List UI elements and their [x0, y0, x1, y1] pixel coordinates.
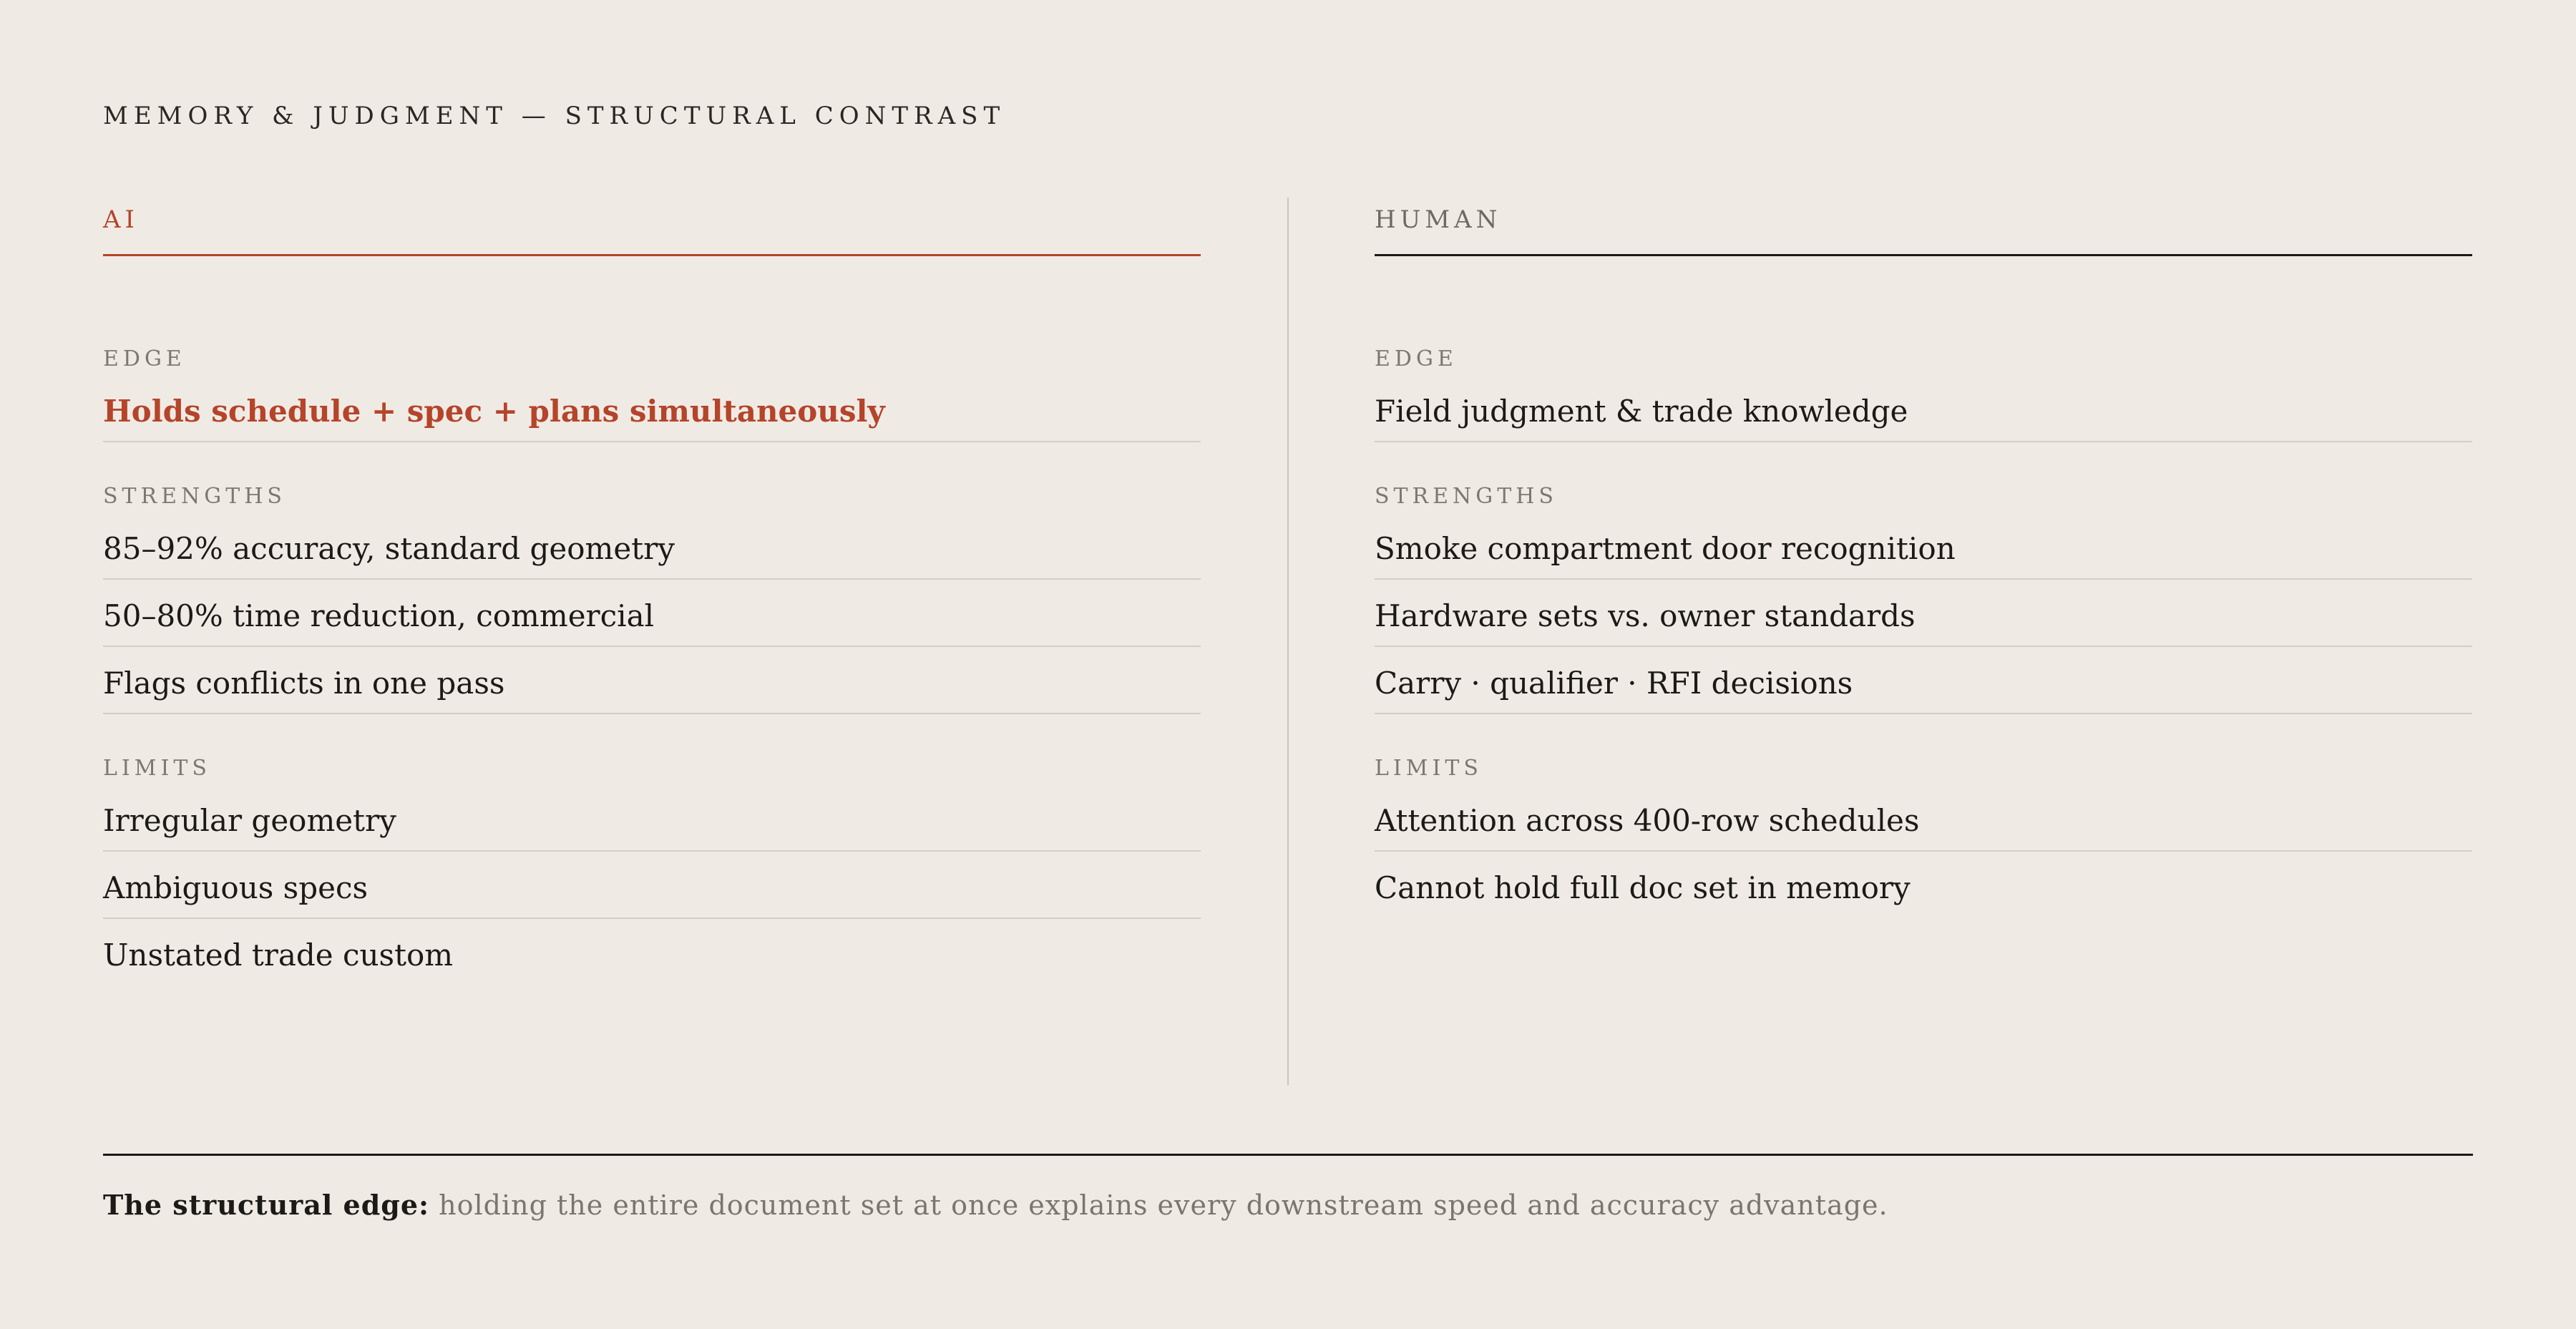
- footer-lead: The structural edge:: [103, 1189, 430, 1221]
- human-edge-label: EDGE: [1375, 346, 1458, 371]
- human-column: [1375, 198, 2472, 919]
- ai-strength-item: Flags conflicts in one pass: [103, 647, 1201, 714]
- ai-strengths-label: STRENGTHS: [103, 484, 286, 509]
- footer-caption: [103, 1187, 1888, 1224]
- ai-limit-item: Irregular geometry: [103, 783, 1201, 852]
- footer-text: holding the entire document set at once explains every downstream speed and accuracy advantage.: [439, 1189, 1888, 1221]
- ai-limit-item: Ambiguous specs: [103, 852, 1201, 919]
- ai-limit-item: Unstated trade custom: [103, 938, 454, 973]
- ai-edge-label: EDGE: [103, 346, 186, 371]
- human-limit-item: Cannot hold full doc set in memory: [1375, 870, 1911, 905]
- ai-edge-statement: Holds schedule + spec + plans simultaneously: [103, 374, 1201, 442]
- ai-column-header: AI: [103, 198, 1201, 256]
- column-divider: [1287, 198, 1289, 1085]
- ai-strength-item: 50–80% time reduction, commercial: [103, 580, 1201, 647]
- human-limit-item: Attention across 400-row schedules: [1375, 783, 2472, 852]
- footer-divider: [103, 1154, 2473, 1156]
- ai-strength-item: 85–92% accuracy, standard geometry: [103, 511, 1201, 580]
- human-strength-item: Hardware sets vs. owner standards: [1375, 580, 2472, 647]
- human-column-header: HUMAN: [1375, 198, 2472, 256]
- human-strength-item: Carry · qualifier · RFI decisions: [1375, 647, 2472, 714]
- ai-column: [103, 198, 1201, 986]
- human-edge-statement: Field judgment & trade knowledge: [1375, 374, 2472, 442]
- human-limits-label: LIMITS: [1375, 756, 1483, 781]
- ai-limits-label: LIMITS: [103, 756, 211, 781]
- human-strengths-label: STRENGTHS: [1375, 484, 1558, 509]
- human-strength-item: Smoke compartment door recognition: [1375, 511, 2472, 580]
- diagram-title: MEMORY & JUDGMENT — STRUCTURAL CONTRAST: [103, 102, 1006, 130]
